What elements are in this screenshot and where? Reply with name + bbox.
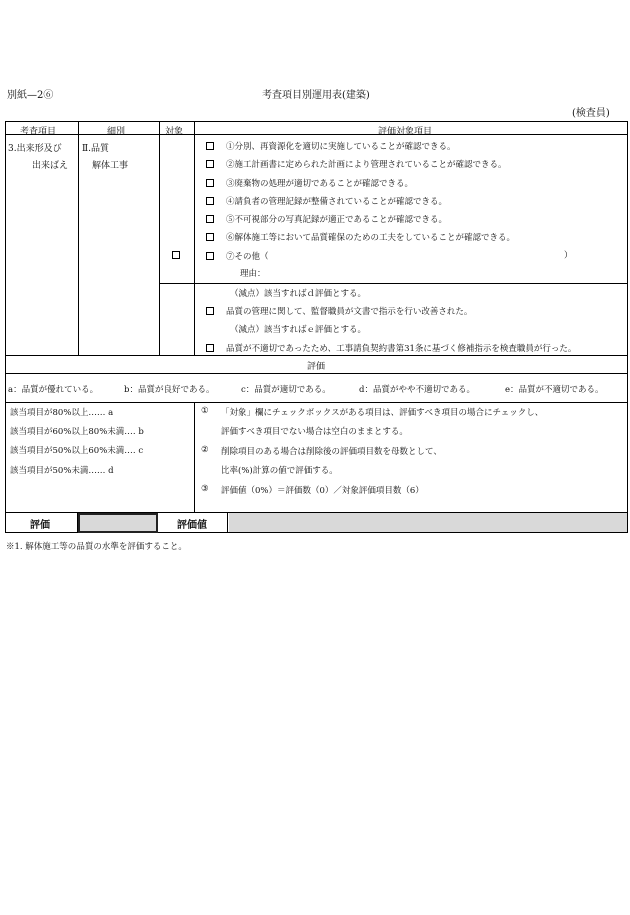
note-2-text: 削除項目のある場合は削除後の評価項目数を母数として、 (221, 447, 442, 457)
subcategory-detail: 解体工事 (92, 161, 129, 171)
inspector-label: (検査員) (572, 108, 610, 119)
item-checkbox[interactable] (206, 233, 214, 241)
deduction-e-text: 品質が不適切であったため、工事請負契約書第31条に基づく修補指示を検査職員が行った。 (226, 344, 577, 354)
item-row-1 (206, 140, 456, 152)
deduction-e-row (206, 342, 576, 354)
scale-d: d：品質がやや不適切である。 (359, 385, 475, 395)
deduction-d-row (206, 305, 472, 317)
threshold-d: 該当項目が50%未満‥‥‥ d (10, 466, 114, 476)
evaluation-heading: 評価 (307, 362, 326, 372)
deduction-d-checkbox[interactable] (206, 307, 214, 315)
scale-c: c：品質が適切である。 (241, 385, 331, 395)
attachment-label: 別紙—2⑥ (7, 90, 54, 101)
note-1-cont: 評価すべき項目でない場合は空白のままとする。 (221, 427, 408, 437)
footnote: ※1. 解体施工等の品質の水準を評価すること。 (6, 542, 187, 552)
scale-a: a：品質が優れている。 (8, 385, 99, 395)
item-row-5 (206, 213, 447, 225)
note-1-text: 「対象」欄にチェックボックスがある項目は、評価すべき項目の場合にチェックし、 (221, 408, 544, 418)
note-2-cont: 比率(%)計算の値で評価する。 (221, 466, 338, 476)
threshold-a: 該当項目が80%以上‥‥‥ a (10, 408, 114, 418)
col-header-subcategory: 細別 (107, 127, 126, 137)
item-checkbox[interactable] (206, 142, 214, 150)
page-title: 考査項目別運用表(建築) (262, 90, 370, 101)
col-header-category: 考査項目 (20, 127, 57, 137)
score-input[interactable] (78, 513, 158, 533)
item-checkbox[interactable] (206, 179, 214, 187)
category-name: 3.出来形及び (8, 144, 62, 154)
item-checkbox[interactable] (206, 160, 214, 168)
item-text: ①分別、再資源化を適切に実施していることが確認できる。 (226, 142, 456, 152)
scale-b: b：品質が良好である。 (124, 385, 215, 395)
note-2-num: ② (201, 445, 209, 455)
item-row-3 (206, 177, 413, 189)
deduction-d-text: 品質の管理に関して、監督職員が文書で指示を行い改善された。 (226, 307, 473, 317)
item-checkbox[interactable] (206, 215, 214, 223)
target-checkbox[interactable] (172, 251, 180, 259)
item-text: ⑤不可視部分の写真記録が適正であることが確認できる。 (226, 215, 448, 225)
item-row-4 (206, 195, 447, 207)
item-row-7 (206, 250, 269, 262)
item-text: ③廃棄物の処理が適切であることが確認できる。 (226, 179, 414, 189)
item-text: ②施工計画書に定められた計画により管理されていることが確認できる。 (226, 160, 507, 170)
score-value-field[interactable] (229, 513, 627, 532)
subcategory-name: Ⅱ.品質 (82, 144, 109, 154)
item-checkbox[interactable] (206, 197, 214, 205)
col-header-target: 対象 (165, 127, 184, 137)
other-close-paren: ） (564, 251, 573, 261)
col-header-items: 評価対象項目 (378, 127, 433, 137)
note-3-num: ③ (201, 484, 209, 494)
item-text: ⑦その他（ (226, 252, 269, 262)
category-name-cont: 出来ばえ (32, 161, 69, 171)
score-value-label: 評価値 (177, 520, 207, 531)
item-text: ⑥解体施工等において品質確保のための工夫をしていることが確認できる。 (226, 233, 516, 243)
deduction-d-title: （減点）該当すればｄ評価とする。 (230, 289, 367, 299)
note-3-text: 評価値（0%）＝評価数（0）／対象評価項目数（6） (221, 486, 424, 496)
item-row-6 (206, 231, 515, 243)
item-checkbox[interactable] (206, 252, 214, 260)
scale-e: e：品質が不適切である。 (505, 385, 604, 395)
note-1-num: ① (201, 406, 209, 416)
score-label: 評価 (30, 520, 50, 531)
threshold-c: 該当項目が50%以上60%未満‥‥ c (10, 446, 144, 456)
reason-label: 理由： (240, 269, 266, 279)
deduction-e-title: （減点）該当すればｅ評価とする。 (230, 325, 367, 335)
item-text: ④請負者の管理記録が整備されていることが確認できる。 (226, 197, 448, 207)
threshold-b: 該当項目が60%以上80%未満‥‥ b (10, 427, 144, 437)
item-row-2 (206, 158, 507, 170)
deduction-e-checkbox[interactable] (206, 344, 214, 352)
